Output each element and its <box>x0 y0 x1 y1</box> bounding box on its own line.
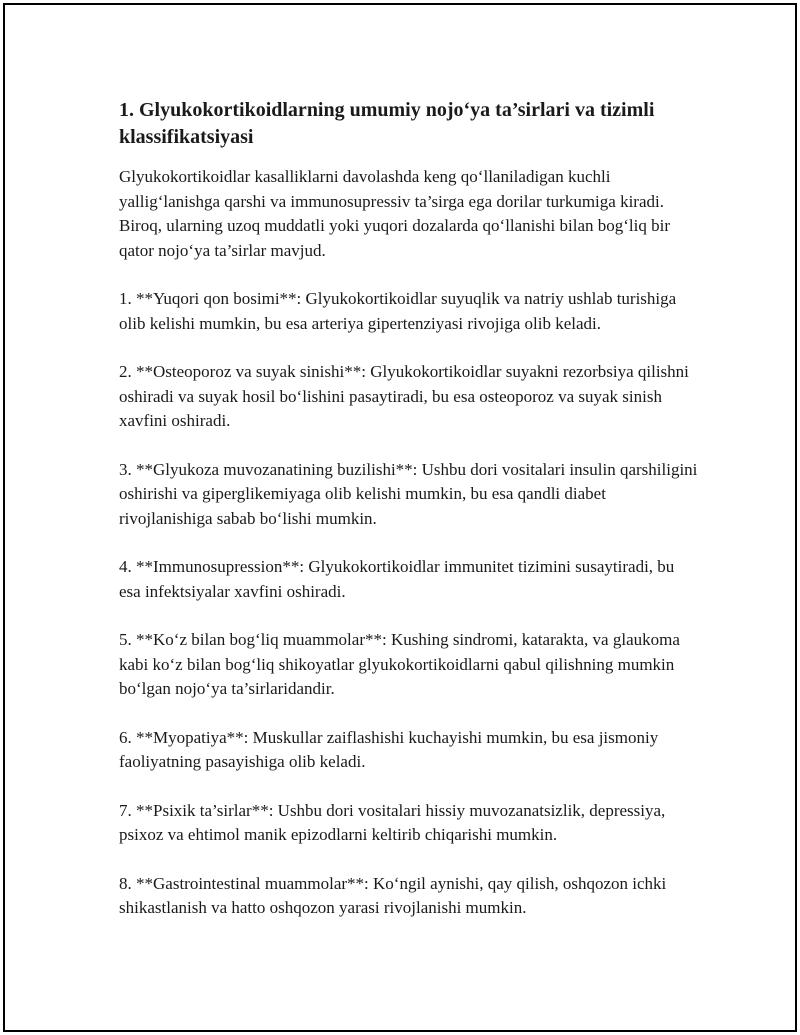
list-item: 5. **Ko‘z bilan bog‘liq muammolar**: Kushing sindromi, katarakta, va glaukoma kabi ko‘z bilan bog‘liq shikoyatlar glyukokortikoidlarni qabul qilishning mumkin bo‘lgan nojo‘ya ta’sirlaridandir. <box>119 630 680 698</box>
list-item: 8. **Gastrointestinal muammolar**: Ko‘ngil aynishi, qay qilish, oshqozon ichki shikastlanish va hatto oshqozon yarasi rivojlanishi mumkin. <box>119 873 667 917</box>
list-item: 2. **Osteoporoz va suyak sinishi**: Glyukokortikoidlar suyakni rezorbsiya qilishni oshiradi va suyak hosil bo‘lishini pasaytiradi, bu esa osteoporoz va suyak sinish xavfini oshiradi. <box>119 362 689 430</box>
list-item: 3. **Glyukoza muvozanatining buzilishi**: Ushbu dori vositalari insulin qarshiligini oshirishi va giperglikemiyaga olib kelishi mumkin, bu esa qandli diabet rivojlanishiga sabab bo‘lishi mumkin. <box>119 459 698 528</box>
list-item: 1. **Yuqori qon bosimi**: Glyukokortikoidlar suyuqlik va natriy ushlab turishiga olib kelishi mumkin, bu esa arteriya gipertenziyasi rivojiga olib keladi. <box>119 289 677 333</box>
list-item: 6. **Myopatiya**: Muskullar zaiflashishi kuchayishi mumkin, bu esa jismoniy faoliyatning pasayishiga olib keladi. <box>119 727 659 771</box>
list-item: 4. **Immunosupression**: Glyukokortikoidlar immunitet tizimini susaytiradi, bu esa infektsiyalar xavfini oshiradi. <box>119 557 675 601</box>
list-item: 7. **Psixik ta’sirlar**: Ushbu dori vositalari hissiy muvozanatsizlik, depressiya, psixoz va ehtimol manik epizodlarni keltirib chiqarishi mumkin. <box>119 800 666 844</box>
page-frame <box>3 3 797 1032</box>
intro-paragraph: Glyukokortikoidlar kasalliklarni davolashda keng qo‘llaniladigan kuchli yallig‘lanishga qarshi va immunosupressiv ta’sirga ega dorilar turkumiga kiradi. Biroq, ularning uzoq muddatli yoki yuqori dozalarda qo‘llanishi bilan bog‘liq bir qator nojo‘ya ta’sirlar mavjud. <box>119 167 670 260</box>
document-title: 1. Glyukokortikoidlarning umumiy nojo‘ya ta’sirlari va tizimli klassifikatsiyasi <box>119 99 655 148</box>
document-body <box>119 97 699 945</box>
